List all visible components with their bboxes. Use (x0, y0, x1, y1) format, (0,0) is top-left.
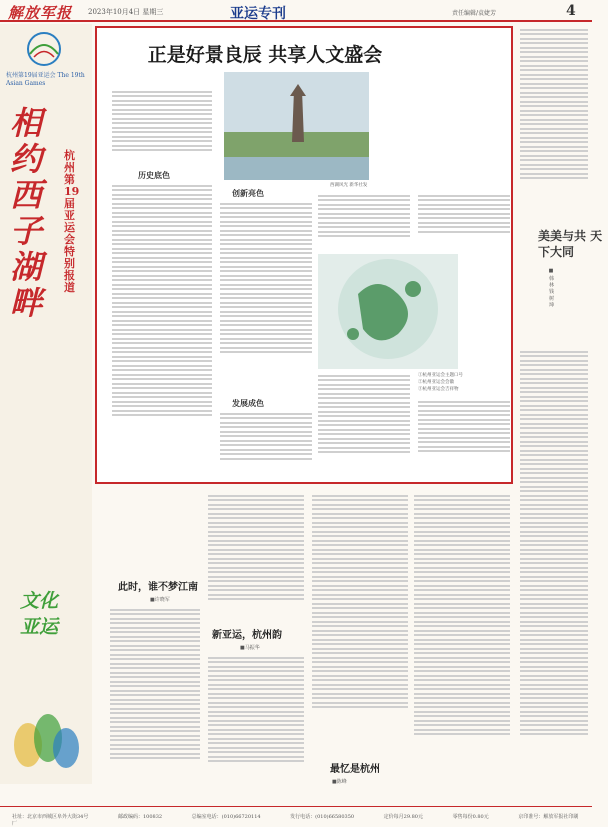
footer-retail: 零售每份0.80元 (452, 814, 489, 820)
poem3-body (414, 492, 510, 782)
page-footer (0, 806, 592, 825)
mascots-illustration (8, 690, 84, 780)
issue-date: 2023年10月4日 星期三 (88, 8, 164, 16)
right-column-text-bottom (520, 348, 588, 784)
masthead (0, 0, 592, 22)
article-text-col4b (418, 398, 510, 474)
footer-phone: 总编室电话：(010)66720114 (191, 814, 261, 820)
newspaper-logo: 解放军报 (8, 4, 73, 22)
article-text-col1a (112, 88, 212, 166)
poem2-byline: ■马振华 (240, 645, 260, 651)
poem1-byline: ■许晓军 (150, 597, 170, 603)
poem3-title: 最忆是杭州 (330, 764, 380, 775)
editor-credit: 责任编辑/袁婕芳 (452, 10, 497, 17)
footer-printer: 京印准号：解放军报社印刷厂 (12, 814, 579, 827)
poem1-body (110, 606, 200, 782)
lake-caption: ①杭州亚运会主题口号 ②杭州亚运会会徽 ③杭州亚运会吉祥物 (418, 373, 463, 392)
asian-games-emblem-icon (14, 30, 74, 68)
article-text-col3a (318, 192, 410, 252)
article-text-col4a (418, 192, 510, 248)
poem2-body (208, 654, 304, 782)
footer-price: 定价每月29.80元 (383, 814, 423, 820)
poem2-intro (208, 492, 304, 620)
photo-caption: 西湖风光 新华社发 (330, 183, 368, 188)
sidebar-title: 相约西子湖畔 (10, 104, 43, 322)
article-text-col3b (318, 372, 410, 476)
footer-zip: 邮政编码：100832 (117, 814, 163, 820)
article-headline: 正是好景良辰 共享人文盛会 (147, 44, 383, 66)
right-column-text-top (520, 26, 588, 222)
right-column-title: 美美与共 天下大同 (538, 229, 603, 259)
subhead-history: 历史底色 (138, 170, 170, 180)
poem3-intro (312, 492, 408, 754)
lake-island-illustration (318, 254, 458, 369)
page-number: 4 (566, 3, 576, 19)
section-title: 亚运专刊 (230, 6, 286, 22)
poem3-byline: ■陈峰 (332, 779, 347, 785)
subhead-development: 发展成色 (232, 398, 264, 408)
west-lake-photo (224, 72, 369, 180)
footer-distribution: 发行电话：(010)66580350 (290, 814, 355, 820)
article-text-col2b (220, 410, 312, 476)
footer-address: 社址：北京市西城区阜外大街34号 (12, 814, 89, 820)
article-text-col2a (220, 200, 312, 394)
sidebar-subtitle: 杭州第19届亚运会特别报道 (64, 149, 80, 294)
article-text-col1b (112, 182, 212, 472)
subhead-innovation: 创新亮色 (232, 188, 264, 198)
games-name: 杭州第19届亚运会 The 19th Asian Games (6, 72, 85, 87)
poem1-title: 此时，谁不梦江南 (118, 582, 198, 593)
culture-banner: 文化亚运 (20, 590, 59, 638)
poem2-title: 新亚运，杭州韵 (212, 630, 282, 641)
right-column-byline: ■ 韩 林 钱 树 坤 (548, 268, 554, 307)
